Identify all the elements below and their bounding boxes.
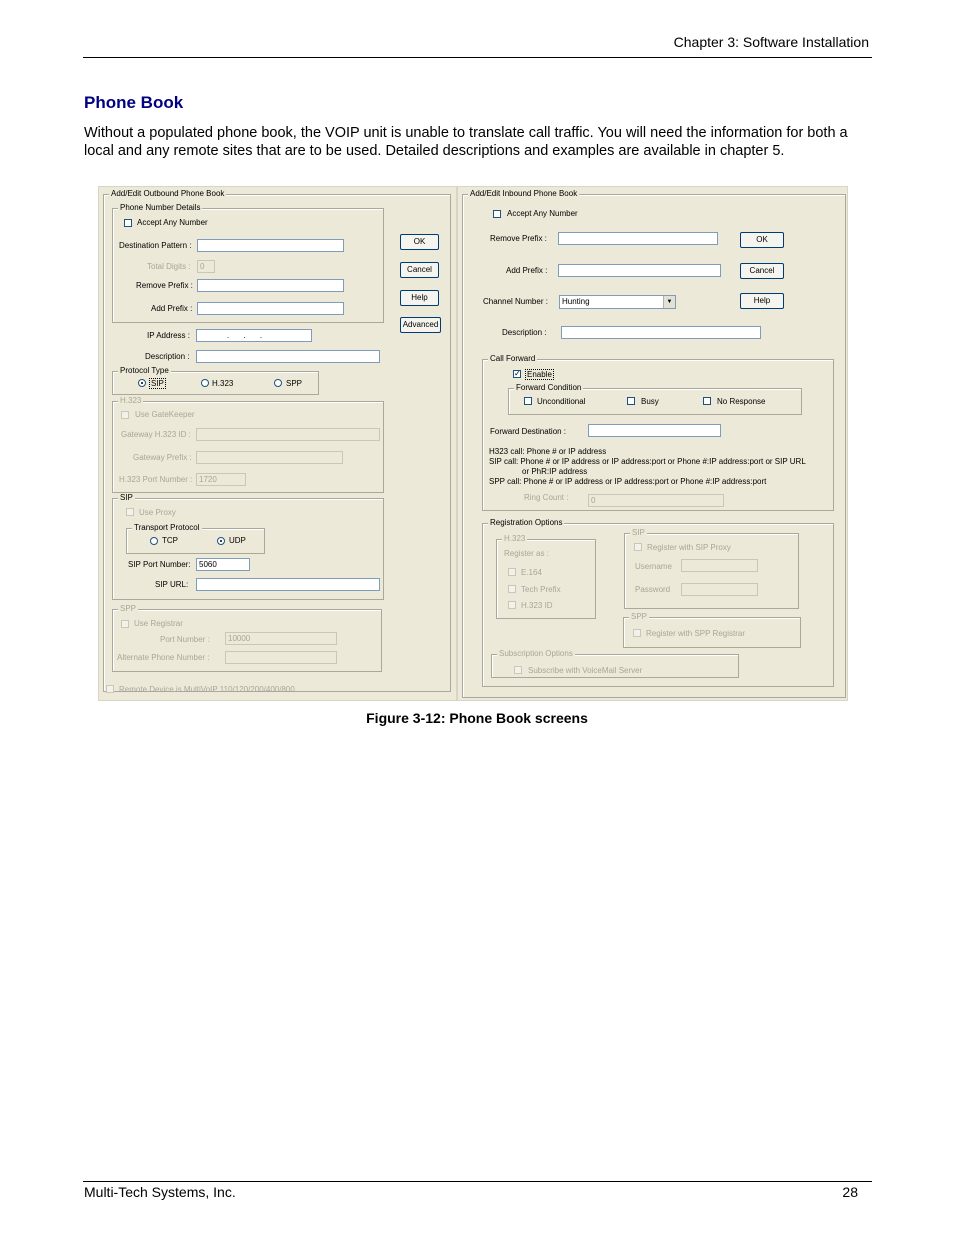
- accept-any-checkbox[interactable]: [124, 219, 132, 227]
- inbound-remove-prefix-input[interactable]: [558, 232, 718, 245]
- channel-value: Hunting: [562, 297, 590, 306]
- outbound-advanced-button[interactable]: Advanced: [400, 317, 441, 333]
- chevron-down-icon[interactable]: ▼: [663, 296, 675, 308]
- h323-id-label: H.323 ID: [521, 601, 553, 610]
- gateway-prefix-label: Gateway Prefix :: [133, 453, 192, 462]
- section-title: Phone Book: [84, 93, 184, 112]
- outbound-ok-button[interactable]: OK: [400, 234, 439, 250]
- sip-port-input[interactable]: 5060: [196, 558, 250, 571]
- outbound-title: Add/Edit Outbound Phone Book: [111, 189, 225, 198]
- forward-note-sip-cont: or PhR:IP address: [522, 467, 588, 476]
- use-proxy-label: Use Proxy: [139, 508, 176, 517]
- forward-enable-checkbox[interactable]: ✓: [514, 369, 521, 378]
- figure-caption: Figure 3-12: Phone Book screens: [366, 710, 588, 726]
- gateway-id-label: Gateway H.323 ID :: [121, 430, 191, 439]
- gateway-prefix-input[interactable]: [196, 451, 343, 464]
- register-sip-proxy-checkbox[interactable]: [634, 543, 642, 551]
- use-proxy-checkbox[interactable]: [126, 508, 134, 516]
- protocol-spp-radio[interactable]: [274, 379, 282, 387]
- inbound-cancel-button[interactable]: Cancel: [740, 263, 784, 279]
- protocol-sip-label: SIP: [151, 379, 164, 388]
- dest-pattern-input[interactable]: [197, 239, 344, 252]
- use-registrar-label: Use Registrar: [134, 619, 183, 628]
- unconditional-checkbox[interactable]: [524, 397, 532, 405]
- password-input[interactable]: [681, 583, 758, 596]
- intro-paragraph: Without a populated phone book, the VOIP unit is unable to translate call traffic. You will need the information for both a local and any remote sites that are to be used. Detailed descriptions and examples are available in chapter 5.: [84, 125, 848, 159]
- outbound-help-button[interactable]: Help: [400, 290, 439, 306]
- transport-udp-label: UDP: [229, 536, 246, 545]
- outbound-phonebook-dialog: [98, 186, 457, 701]
- description-label: Description :: [145, 352, 190, 361]
- use-gatekeeper-checkbox[interactable]: [121, 411, 129, 419]
- forward-note-spp: SPP call: Phone # or IP address or IP address:port or Phone #:IP address:port: [489, 477, 767, 486]
- inbound-description-label: Description :: [502, 328, 547, 337]
- add-prefix-input[interactable]: [197, 302, 344, 315]
- forward-note-h323: H323 call: Phone # or IP address: [489, 447, 607, 456]
- remove-prefix-label: Remove Prefix :: [136, 281, 193, 290]
- chapter-header: Chapter 3: Software Installation: [673, 34, 869, 50]
- inbound-accept-any-label: Accept Any Number: [507, 209, 578, 218]
- channel-select[interactable]: [559, 295, 676, 309]
- subscription-legend: Subscription Options: [499, 649, 573, 658]
- no-response-label: No Response: [717, 397, 766, 406]
- remove-prefix-input[interactable]: [197, 279, 344, 292]
- ip-address-input[interactable]: . . .: [196, 329, 312, 342]
- protocol-h323-radio[interactable]: [201, 379, 209, 387]
- inbound-remove-prefix-label: Remove Prefix :: [490, 234, 547, 243]
- footer-rule: [83, 1181, 872, 1182]
- reg-spp-legend: SPP: [631, 612, 648, 621]
- h323-id-checkbox[interactable]: [508, 601, 516, 609]
- busy-checkbox[interactable]: [627, 397, 635, 405]
- protocol-sip-radio[interactable]: [138, 379, 146, 387]
- reg-sip-legend: SIP: [632, 528, 645, 537]
- transport-tcp-label: TCP: [162, 536, 178, 545]
- inbound-phonebook-dialog: [457, 186, 848, 701]
- sip-legend: SIP: [120, 493, 133, 502]
- add-prefix-label: Add Prefix :: [151, 304, 193, 313]
- forward-condition-legend: Forward Condition: [516, 383, 582, 392]
- dest-pattern-label: Destination Pattern :: [119, 241, 192, 250]
- remote-device-checkbox[interactable]: [106, 685, 114, 693]
- footer-company: Multi-Tech Systems, Inc.: [84, 1184, 236, 1200]
- inbound-add-prefix-input[interactable]: [558, 264, 721, 277]
- tech-prefix-label: Tech Prefix: [521, 585, 561, 594]
- reg-h323-legend: H.323: [504, 534, 526, 543]
- total-digits-input[interactable]: 0: [197, 260, 215, 273]
- outbound-cancel-button[interactable]: Cancel: [400, 262, 439, 278]
- password-label: Password: [635, 585, 671, 594]
- forward-note-sip: SIP call: Phone # or IP address or IP address:port or Phone #:IP address:port or SIP URL: [489, 457, 806, 466]
- spp-port-label: Port Number :: [160, 635, 210, 644]
- gateway-id-input[interactable]: [196, 428, 380, 441]
- h323-legend: H.323: [120, 396, 142, 405]
- use-registrar-checkbox[interactable]: [121, 620, 129, 628]
- accept-any-label: Accept Any Number: [137, 218, 208, 227]
- protocol-legend: Protocol Type: [120, 366, 169, 375]
- inbound-description-input[interactable]: [561, 326, 761, 339]
- transport-udp-radio[interactable]: [217, 537, 225, 545]
- register-sip-proxy-label: Register with SIP Proxy: [647, 543, 731, 552]
- subscribe-vm-label: Subscribe with VoiceMail Server: [528, 666, 643, 675]
- ring-count-label: Ring Count :: [524, 493, 569, 502]
- spp-legend: SPP: [120, 604, 137, 613]
- header-rule: [83, 57, 872, 58]
- alt-phone-input[interactable]: [225, 651, 337, 664]
- inbound-help-button[interactable]: Help: [740, 293, 784, 309]
- use-gatekeeper-label: Use GateKeeper: [135, 410, 195, 419]
- h323-port-input[interactable]: 1720: [196, 473, 246, 486]
- call-forward-legend: Call Forward: [490, 354, 536, 363]
- ip-address-label: IP Address :: [147, 331, 190, 340]
- protocol-h323-label: H.323: [212, 379, 234, 388]
- sip-port-label: SIP Port Number:: [128, 560, 191, 569]
- h323-port-label: H.323 Port Number :: [119, 475, 193, 484]
- inbound-ok-button[interactable]: OK: [740, 232, 784, 248]
- description-input[interactable]: [196, 350, 380, 363]
- e164-checkbox[interactable]: [508, 568, 516, 576]
- busy-label: Busy: [641, 397, 659, 406]
- inbound-title: Add/Edit Inbound Phone Book: [470, 189, 578, 198]
- channel-label: Channel Number :: [483, 297, 548, 306]
- ring-count-input[interactable]: 0: [588, 494, 724, 507]
- username-input[interactable]: [681, 559, 758, 572]
- phone-details-legend: Phone Number Details: [120, 203, 201, 212]
- sip-url-input[interactable]: [196, 578, 380, 591]
- forward-enable-label: Enable: [527, 370, 552, 379]
- tech-prefix-checkbox[interactable]: [508, 585, 516, 593]
- remote-device-label: Remote Device is MultiVoIP 110/120/200/400/800: [119, 685, 295, 694]
- subscribe-vm-checkbox[interactable]: [514, 666, 522, 674]
- no-response-checkbox[interactable]: [703, 397, 711, 405]
- inbound-accept-any-checkbox[interactable]: [493, 210, 501, 218]
- username-label: Username: [635, 562, 672, 571]
- total-digits-label: Total Digits :: [147, 262, 191, 271]
- forward-destination-label: Forward Destination :: [490, 427, 567, 436]
- transport-tcp-radio[interactable]: [150, 537, 158, 545]
- alt-phone-label: Alternate Phone Number :: [117, 653, 210, 662]
- page-number: 28: [842, 1184, 858, 1200]
- registration-legend: Registration Options: [490, 518, 563, 527]
- register-spp-label: Register with SPP Registrar: [646, 629, 745, 638]
- transport-legend: Transport Protocol: [134, 523, 200, 532]
- spp-port-input[interactable]: 10000: [225, 632, 337, 645]
- unconditional-label: Unconditional: [537, 397, 586, 406]
- protocol-spp-label: SPP: [286, 379, 303, 388]
- register-spp-checkbox[interactable]: [633, 629, 641, 637]
- sip-url-label: SIP URL:: [155, 580, 189, 589]
- e164-label: E.164: [521, 568, 542, 577]
- inbound-add-prefix-label: Add Prefix :: [506, 266, 548, 275]
- register-as-label: Register as :: [504, 549, 549, 558]
- forward-destination-input[interactable]: [588, 424, 721, 437]
